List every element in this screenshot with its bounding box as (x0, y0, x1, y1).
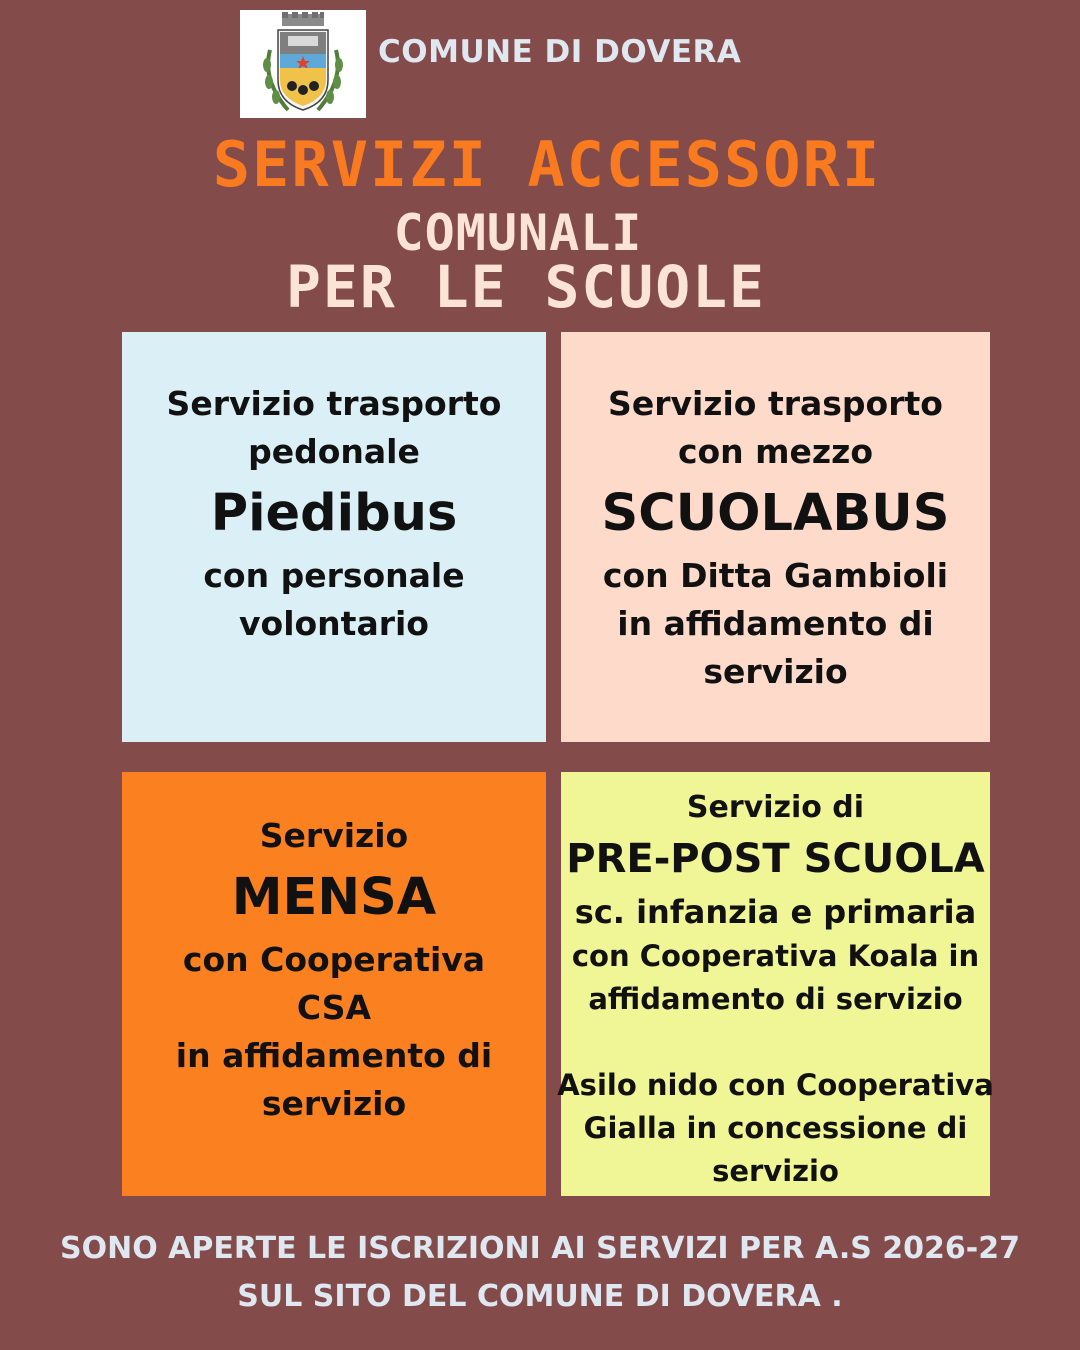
mensa-line2: con Cooperativa (182, 940, 486, 979)
prepost-name: PRE-POST SCUOLA (566, 836, 985, 882)
prepost-line2: sc. infanzia e primaria (574, 893, 977, 931)
coat-of-arms-icon (240, 10, 366, 118)
scuolabus-card (561, 332, 990, 742)
footer-notice (0, 1225, 1080, 1321)
mensa-name: MENSA (231, 868, 437, 927)
piedibus-card (122, 332, 546, 742)
prepost-line1: Servizio di (686, 790, 865, 825)
prepost-line4: affidamento di servizio (588, 982, 963, 1016)
mensa-line1: Servizio (259, 816, 409, 855)
scuolabus-line2: con mezzo (677, 432, 874, 471)
prepost-line5: Asilo nido con Cooperativa (557, 1068, 994, 1102)
title-per-le-scuole: PER LE SCUOLE (286, 253, 766, 321)
piedibus-line1: Servizio trasporto (166, 384, 502, 423)
scuolabus-line5: servizio (703, 652, 848, 691)
prepost-line7: servizio (712, 1154, 839, 1188)
prepost-line6: Gialla in concessione di (583, 1111, 968, 1145)
mensa-line3: CSA (296, 988, 372, 1027)
scuolabus-line3: con Ditta Gambioli (602, 556, 949, 595)
footer-line1: SONO APERTE LE ISCRIZIONI AI SERVIZI PER A.S 2026-27 (60, 1231, 1020, 1266)
title-servizi-accessori: SERVIZI ACCESSORI (212, 128, 882, 201)
mensa-line5: servizio (261, 1084, 407, 1123)
piedibus-name: Piedibus (210, 484, 458, 543)
mensa-card (122, 772, 546, 1196)
scuolabus-line4: in affidamento di (617, 604, 934, 643)
scuolabus-line1: Servizio trasporto (608, 384, 943, 423)
prepost-line3: con Cooperativa Koala in (571, 939, 980, 973)
piedibus-line2: pedonale (248, 432, 420, 471)
mensa-line4: in affidamento di (175, 1036, 493, 1075)
footer-line2: SUL SITO DEL COMUNE DI DOVERA . (237, 1279, 843, 1314)
piedibus-line3: con personale (203, 556, 465, 595)
piedibus-line4: volontario (239, 604, 429, 643)
prepost-card (557, 772, 994, 1196)
comune-name: COMUNE DI DOVERA (378, 34, 742, 70)
scuolabus-name: SCUOLABUS (601, 484, 950, 543)
title-comunali: COMUNALI (393, 204, 643, 262)
